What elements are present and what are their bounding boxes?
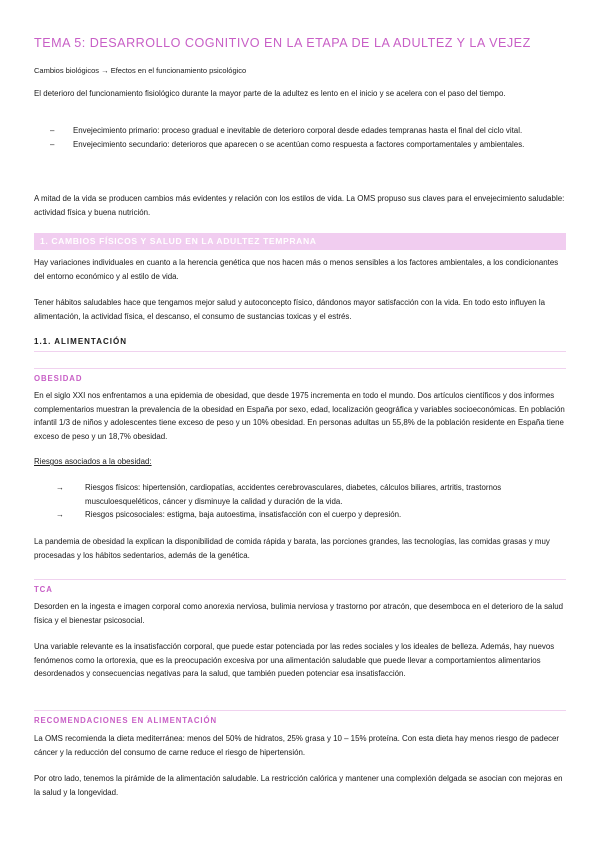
- dash-marker: –: [50, 139, 55, 149]
- recomendaciones-paragraph-2: Por otro lado, tenemos la pirámide de la alimentación saludable. La restricción calórica y mantener una complexión delgada se asocian con mejoras en la salud y la longevidad.: [34, 774, 563, 797]
- recomendaciones-paragraph-1: La OMS recomienda la dieta mediterránea: menos del 50% de hidratos, 25% grasa y 10 – 15% proteína. Con esta dieta hay menos riesgo de padecer cáncer y la reducción del consumo de carne reduce el riesgo de hipertensión.: [34, 734, 560, 757]
- tca-heading: [34, 579, 566, 595]
- intro-paragraph: El deterioro del funcionamiento fisiológico durante la mayor parte de la adultez es lento en el inicio y se acelera con el paso del tiempo.: [34, 89, 506, 98]
- list-item-text: Envejecimiento primario: proceso gradual e inevitable de deterioro corporal desde edades tempranas hasta el final del ciclo vital.: [73, 126, 523, 135]
- aging-list: [34, 124, 566, 151]
- obesidad-paragraph-2: La pandemia de obesidad la explican la disponibilidad de comida rápida y barata, las porciones grandes, las tecnologías, las comidas grasas y muy procesadas y los hábitos sedentarios, además de la genética.: [34, 537, 550, 560]
- list-item-text: Riesgos físicos: hipertensión, cardiopatías, accidentes cerebrovasculares, diabetes, cálculos biliares, artritis, trastornos musculoesqueléticos, cáncer y disminuye la calidad y duración de la vida.: [85, 483, 502, 506]
- obesidad-heading: [34, 368, 566, 384]
- page-title: TEMA 5: DESARROLLO COGNITIVO EN LA ETAPA DE LA ADULTEZ Y LA VEJEZ: [34, 36, 531, 50]
- obesidad-heading-text: OBESIDAD: [34, 374, 83, 383]
- arrow-marker: →: [56, 483, 64, 492]
- tca-paragraph-1: Desorden en la ingesta e imagen corporal como anorexia nerviosa, bulimia nerviosa y trastorno por atracón, que desemboca en el deterioro de la salud física y el bienestar psicosocial.: [34, 602, 563, 625]
- tca-heading-text: TCA: [34, 585, 53, 594]
- risks-list: [34, 481, 566, 522]
- section-heading: 1. CAMBIOS FÍSICOS Y SALUD EN LA ADULTEZ TEMPRANA: [40, 236, 317, 246]
- section-heading-bar: [34, 233, 566, 250]
- section1-paragraph-2: Tener hábitos saludables hace que tengamos mejor salud y autoconcepto físico, dándonos mayor satisfacción con la vida. En todo esto influyen la alimentación, la actividad física, el descanso, el consumo de sustancias toxicas y el estrés.: [34, 298, 546, 321]
- recomendaciones-heading: [34, 710, 566, 726]
- tca-paragraph-2: Una variable relevante es la insatisfacción corporal, que puede estar potenciada por las redes sociales y los ideales de belleza. Además, hay nuevos fenómenos como la ortorexia, que es la preocupación excesiva por una alimentación saludable que puede llevar a comportamientos alimentarios desordenados y consecuencias negativas para la salud, que también pueden potenciar esa insatisfacción.: [34, 642, 555, 678]
- midlife-paragraph: A mitad de la vida se producen cambios más evidentes y relación con los estilos de vida. La OMS propuso sus claves para el envejecimiento saludable: actividad física y buena nutrición.: [34, 194, 565, 217]
- list-item-text: Envejecimiento secundario: deterioros que aparecen o se acentúan como respuesta a factores comportamentales y ambientales.: [73, 139, 525, 149]
- recomendaciones-heading-text: RECOMENDACIONES EN ALIMENTACIÓN: [34, 716, 217, 725]
- list-item: [34, 481, 566, 508]
- subsection-heading: [34, 334, 566, 352]
- section1-paragraph-1: Hay variaciones individuales en cuanto a la herencia genética que nos hacen más o menos sensibles a los factores ambientales, a los condicionantes del entorno económico y al estilo de vida.: [34, 258, 559, 281]
- list-item: [34, 124, 566, 138]
- list-item: [34, 508, 566, 522]
- subsection-heading-text: 1.1. ALIMENTACIÓN: [34, 337, 128, 346]
- subtitle: Cambios biológicos → Efectos en el funcionamiento psicológico: [34, 66, 247, 75]
- list-item: [34, 138, 566, 152]
- obesidad-paragraph: En el siglo XXI nos enfrentamos a una epidemia de obesidad, que desde 1975 incrementa en todo el mundo. Dos artículos científicos y dos informes complementarios muestran la prevalencia de la obesidad en España por sexo, edad, localización geográfica y variables socioeconómicas. En población infantil 1/3 de niños y adolescentes tiene exceso de peso y un 10% obesidad. En personas adultas un 55,8% de la población residente en España tiene exceso de peso y un 18,7% obesidad.: [34, 391, 565, 441]
- risks-title: Riesgos asociados a la obesidad:: [34, 457, 152, 466]
- dash-marker: –: [50, 126, 55, 135]
- list-item-text: Riesgos psicosociales: estigma, baja autoestima, insatisfacción con el cuerpo y depresión.: [85, 510, 402, 519]
- arrow-marker: →: [56, 510, 64, 519]
